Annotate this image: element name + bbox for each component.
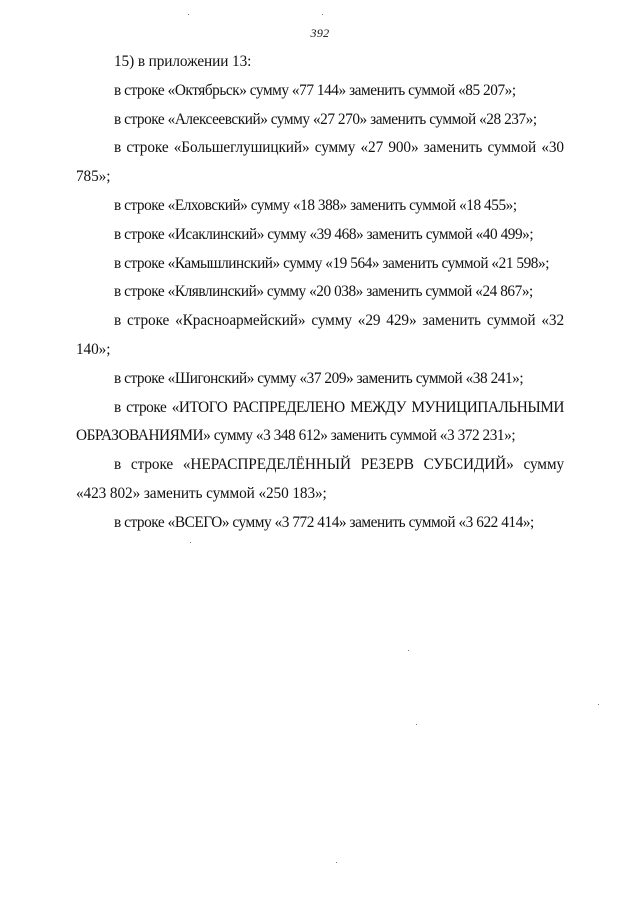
amendment-line: в строке «Клявлинский» сумму «20 038» заменить суммой «24 867»; bbox=[114, 283, 533, 301]
scan-speck bbox=[598, 704, 599, 705]
amendment-line: в строке «Красноармейский» сумму «29 429» заменить суммой «32 140»; bbox=[76, 312, 564, 358]
page-number: 392 bbox=[310, 26, 330, 40]
amendment-line: в строке «Елховский» сумму «18 388» заменить суммой «18 455»; bbox=[114, 196, 517, 214]
scan-speck bbox=[408, 650, 409, 651]
scan-speck bbox=[336, 862, 337, 863]
amendment-line: в строке «Алексеевский» сумму «27 270» заменить суммой «28 237»; bbox=[114, 110, 537, 128]
amendment-line: в строке «Шигонский» сумму «37 209» заменить суммой «38 241»; bbox=[114, 369, 524, 387]
amendment-text bbox=[76, 48, 564, 538]
amendment-line: в строке «ВСЕГО» сумму «3 772 414» заменить суммой «3 622 414»; bbox=[114, 513, 534, 531]
scan-speck bbox=[190, 542, 191, 543]
amendment-line: в строке «Октябрьск» сумму «77 144» заменить суммой «85 207»; bbox=[114, 81, 516, 99]
amendment-heading: 15) в приложении 13: bbox=[114, 53, 252, 70]
amendment-line: в строке «ИТОГО РАСПРЕДЕЛЕНО МЕЖДУ МУНИЦИПАЛЬНЫМИ ОБРАЗОВАНИЯМИ» сумму «3 348 612» заменить суммой «3 372 231»; bbox=[76, 398, 564, 445]
amendment-line: в строке «Большеглушицкий» сумму «27 900» заменить суммой «30 785»; bbox=[76, 139, 564, 186]
scan-speck bbox=[322, 14, 323, 15]
amendment-line: в строке «НЕРАСПРЕДЕЛЁННЫЙ РЕЗЕРВ СУБСИДИЙ» сумму «423 802» заменить суммой «250 183»; bbox=[76, 456, 564, 502]
amendment-line: в строке «Исаклинский» сумму «39 468» заменить суммой «40 499»; bbox=[114, 225, 534, 243]
amendment-line: в строке «Камышлинский» сумму «19 564» заменить суммой «21 598»; bbox=[114, 254, 549, 272]
scan-speck bbox=[416, 724, 417, 725]
scan-speck bbox=[188, 14, 189, 15]
